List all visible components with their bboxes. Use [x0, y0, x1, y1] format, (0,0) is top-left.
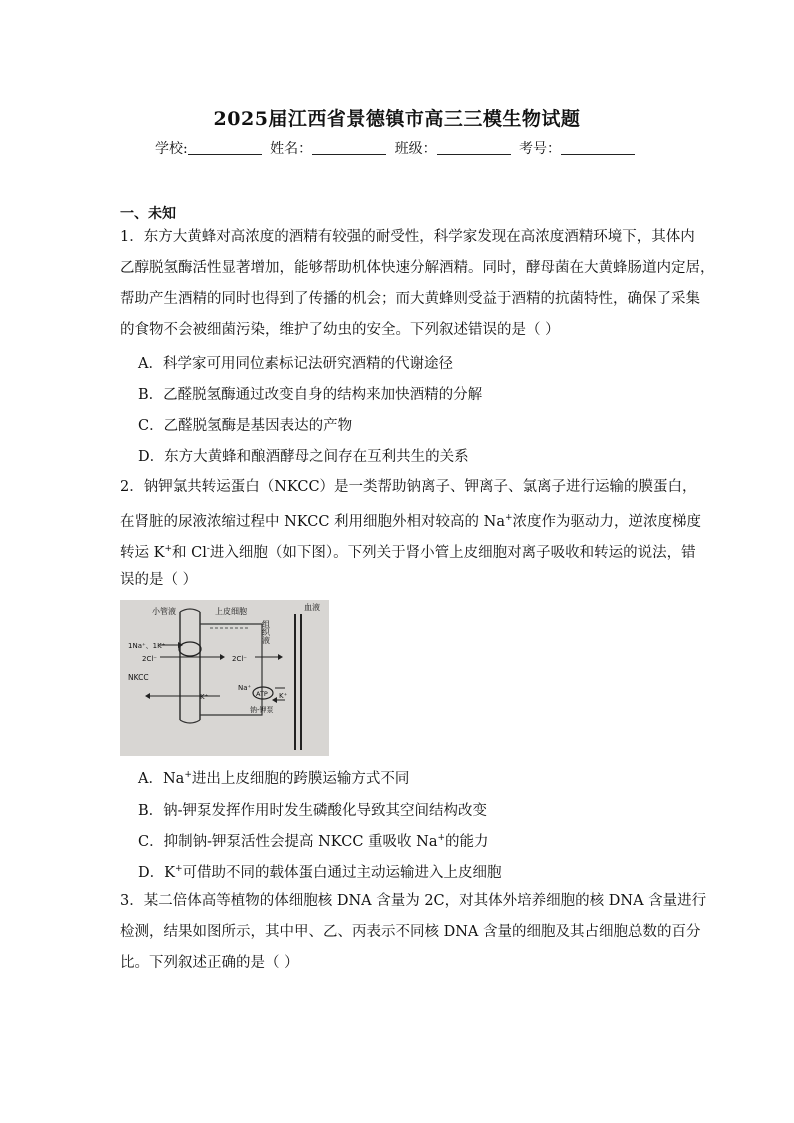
- q2-text: 进入细胞（如下图）。下列关于肾小管上皮细胞对离子吸收和转运的说法，错: [209, 544, 696, 561]
- q1-option-a[interactable]: A．科学家可用同位素标记法研究酒精的代谢途径: [138, 356, 453, 372]
- label-lumen: 小管液: [152, 607, 176, 616]
- question-3-stem: [120, 886, 707, 979]
- question-1-stem: [120, 222, 715, 346]
- superscript: +: [174, 864, 183, 875]
- q2-line: 2．钠钾氯共转运蛋白（NKCC）是一类帮助钠离子、钾离子、氯离子进行运输的膜蛋白，: [120, 479, 697, 495]
- q2-text: 转运 K: [120, 544, 165, 561]
- label-blood: 血液: [304, 603, 320, 612]
- exam-title: 2025届江西省景德镇市高三三模生物试题: [213, 108, 581, 130]
- superscript: -: [206, 544, 210, 554]
- number-label: 考号：: [519, 141, 562, 157]
- label-k-right: K⁺: [279, 692, 288, 700]
- option-text: 的能力: [445, 834, 489, 850]
- q1-line: 1．东方大黄蜂对高浓度的酒精有较强的耐受性，科学家发现在高浓度酒精环境下，其体内: [120, 229, 695, 245]
- label-tissue: 组织液: [261, 620, 271, 644]
- superscript: +: [437, 833, 446, 844]
- school-label: 学校:: [154, 141, 188, 157]
- label-cl-in: 2Cl⁻: [142, 655, 157, 663]
- option-text: A．Na: [138, 771, 185, 787]
- q2-option-b[interactable]: B．钠-钾泵发挥作用时发生磷酸化导致其空间结构改变: [138, 803, 488, 819]
- label-na-out: Na⁺: [238, 684, 252, 692]
- label-k-left: K⁺: [200, 693, 209, 701]
- q3-line: 检测，结果如图所示，其中甲、乙、丙表示不同核 DNA 含量的细胞及其占细胞总数的百分: [120, 924, 701, 940]
- school-blank[interactable]: [188, 140, 262, 155]
- superscript: +: [184, 770, 192, 781]
- name-blank[interactable]: [312, 140, 386, 155]
- q3-line: 3．某二倍体高等植物的体细胞核 DNA 含量为 2C，对其体外培养细胞的核 DNA 含量进行: [120, 893, 707, 909]
- q1-line: 的食物不会被细菌污染，维护了幼虫的安全。下列叙述错误的是（ ）: [120, 322, 560, 338]
- label-cell: 上皮细胞: [215, 607, 247, 616]
- superscript: +: [164, 544, 172, 554]
- q1-option-b[interactable]: B．乙醛脱氢酶通过改变自身的结构来加快酒精的分解: [138, 387, 483, 403]
- q3-line: 比。下列叙述正确的是（ ）: [120, 955, 299, 971]
- q2-line: [120, 503, 702, 534]
- q1-line: 乙醇脱氢酶活性显著增加，能够帮助机体快速分解酒精。同时，酵母菌在大黄蜂肠道内定居，: [120, 260, 715, 276]
- question-2-stem: [120, 472, 702, 596]
- nkcc-transport-figure: [120, 600, 329, 756]
- label-ions-in: 1Na⁺、1K⁺: [128, 642, 166, 650]
- option-text: 可借助不同的载体蛋白通过主动运输进入上皮细胞: [182, 865, 502, 881]
- option-text: C．抑制钠-钾泵活性会提高 NKCC 重吸收 Na: [138, 834, 438, 850]
- q2-option-c[interactable]: [138, 830, 489, 851]
- superscript: +: [504, 513, 513, 523]
- option-text: 进出上皮细胞的跨膜运输方式不同: [191, 771, 410, 787]
- label-atp: ATP: [256, 690, 268, 698]
- option-text: D．K: [138, 865, 175, 881]
- q2-option-d[interactable]: [138, 861, 502, 882]
- q1-option-c[interactable]: C．乙醛脱氢酶是基因表达的产物: [138, 418, 353, 434]
- q1-option-d[interactable]: D．东方大黄蜂和酿酒酵母之间存在互利共生的关系: [138, 449, 469, 465]
- q2-text: 浓度作为驱动力，逆浓度梯度: [512, 513, 702, 530]
- q2-option-a[interactable]: [138, 767, 409, 788]
- q2-line: [120, 534, 696, 565]
- q2-text: 和 Cl: [172, 544, 207, 561]
- label-pump: 钠-钾泵: [250, 706, 274, 714]
- q2-line: 误的是（ ）: [120, 572, 198, 588]
- name-label: 姓名：: [270, 141, 313, 157]
- number-blank[interactable]: [561, 140, 635, 155]
- cell-diagram: [120, 600, 329, 756]
- student-info-row: [0, 138, 794, 158]
- class-label: 班级：: [394, 141, 437, 157]
- q1-line: 帮助产生酒精的同时也得到了传播的机会；而大黄蜂则受益于酒精的抗菌特性，确保了采集: [120, 291, 700, 307]
- label-nkcc: NKCC: [128, 673, 149, 682]
- label-cl-out: 2Cl⁻: [232, 655, 247, 663]
- q2-text: 在肾脏的尿液浓缩过程中 NKCC 利用细胞外相对较高的 Na: [120, 513, 505, 530]
- class-blank[interactable]: [437, 140, 511, 155]
- section-heading: 一、未知: [120, 206, 176, 222]
